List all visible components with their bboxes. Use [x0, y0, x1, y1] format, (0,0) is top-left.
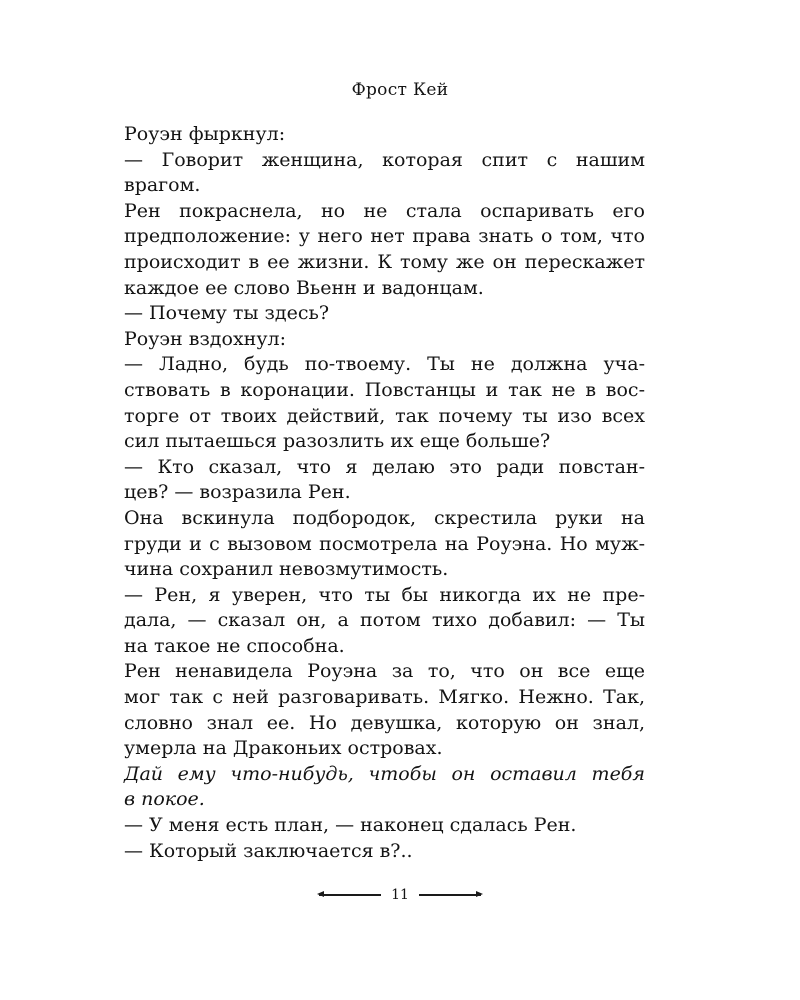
text-line: в покое. — [124, 788, 205, 811]
page-number: 11 — [391, 887, 409, 903]
text-line: врагом. — [124, 174, 201, 197]
text-line: цев? — возразила Рен. — [124, 481, 351, 504]
text-line: словно знал ее. Но девушка, которую он знал, — [124, 711, 645, 734]
text-line: Рен ненавидела Роуэна за то, что он все еще — [124, 660, 645, 683]
text-line: Роуэн фыркнул: — [124, 123, 286, 145]
text-line: торге от твоих действий, так почему ты изо всех — [124, 404, 645, 427]
text-line: чина сохранил невозмутимость. — [124, 558, 449, 581]
text-line: каждое ее слово Вьенн и вадонцам. — [124, 276, 484, 299]
running-header: Фрост Кей — [351, 80, 449, 100]
text-line: Дай ему что-нибудь, чтобы он оставил тебя — [124, 762, 645, 785]
text-line: Она вскинула подбородок, скрестила руки на — [124, 506, 645, 529]
text-line: сил пытаешься разозлить их еще больше? — [124, 430, 551, 453]
text-line: происходит в ее жизни. К тому же он перескажет — [124, 250, 645, 273]
text-line: умерла на Драконьих островах. — [124, 737, 443, 760]
page-footer — [0, 887, 800, 903]
text-line: Рен покраснела, но не стала оспаривать его — [124, 199, 645, 222]
text-line: груди и с вызовом посмотрела на Роуэна. Но муж- — [124, 532, 645, 555]
text-line: — Который заключается в?.. — [124, 839, 413, 862]
text-line: — Говорит женщина, которая спит с нашим — [124, 148, 645, 171]
left-arrow-rule — [319, 894, 381, 896]
text-line: ствовать в коронации. Повстанцы и так не в вос- — [124, 378, 645, 401]
text-line: — Рен, я уверен, что ты бы никогда их не пре- — [124, 583, 645, 606]
text-line: — Кто сказал, что я делаю это ради повстан- — [124, 455, 645, 478]
text-line: предположение: у него нет права знать о том, что — [124, 225, 645, 248]
text-line: — У меня есть план, — наконец сдалась Рен. — [124, 814, 577, 837]
text-line: на такое не способна. — [124, 634, 345, 657]
text-line: мог так с ней разговаривать. Мягко. Нежно. Так, — [124, 686, 645, 709]
text-line: дала, — сказал он, а потом тихо добавил: — Ты — [124, 609, 645, 632]
right-arrow-rule — [419, 894, 481, 896]
text-line: — Ладно, будь по-твоему. Ты не должна уча- — [124, 353, 645, 376]
text-line: Роуэн вздохнул: — [124, 327, 286, 350]
text-line: — Почему ты здесь? — [124, 302, 330, 325]
body-text — [124, 122, 645, 864]
